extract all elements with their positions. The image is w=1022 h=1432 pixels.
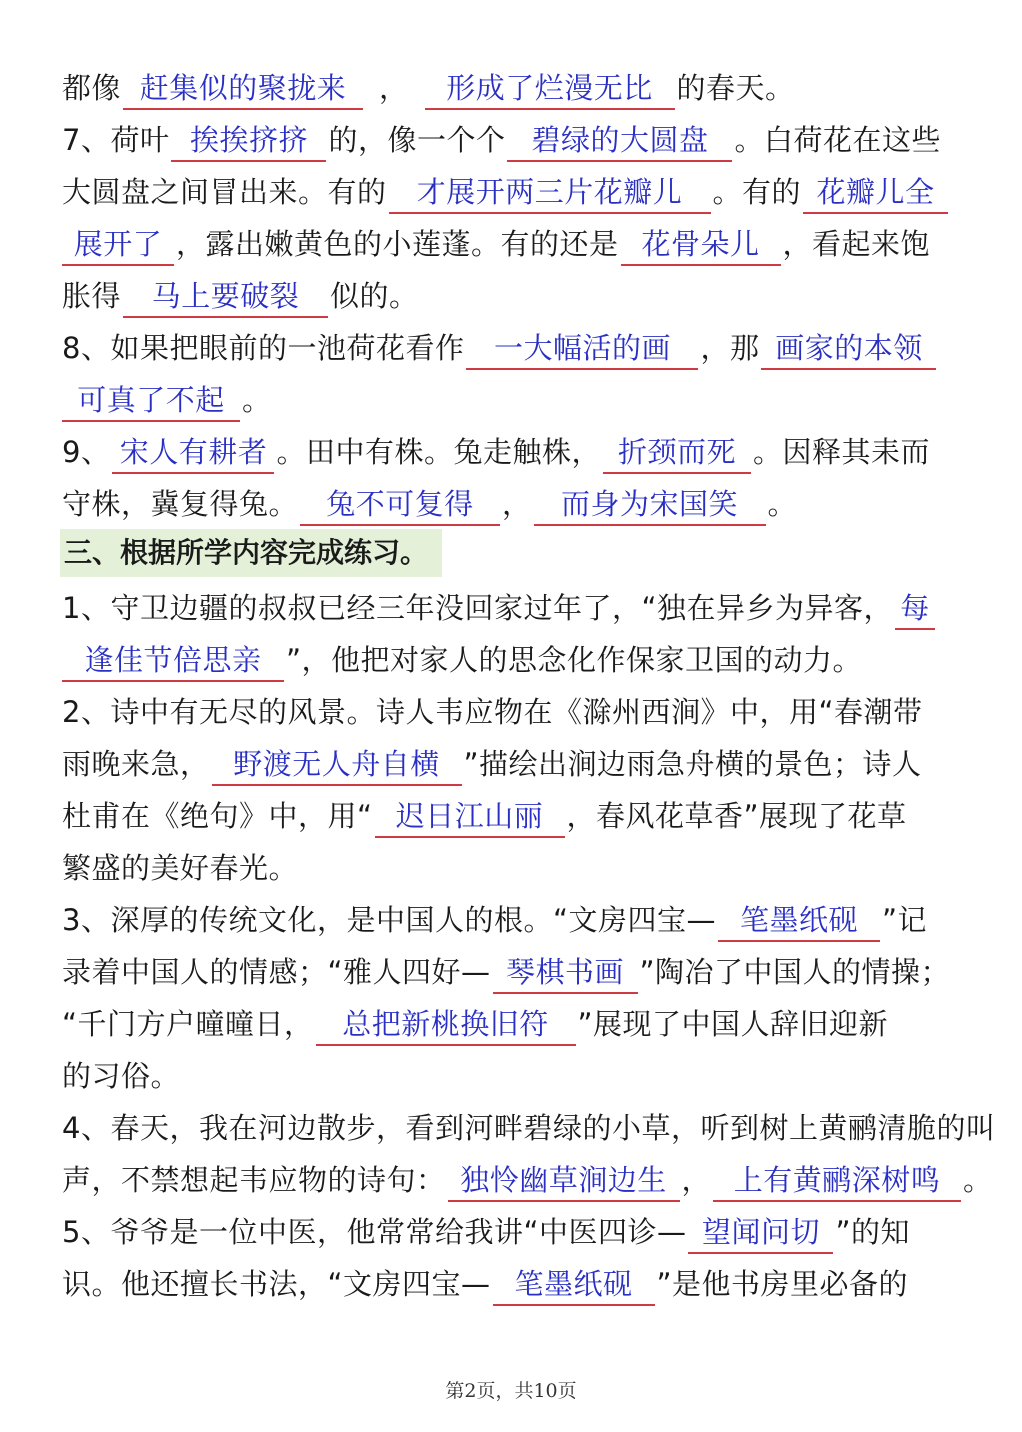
answer-blank: 总把新桃换旧符 xyxy=(316,1004,576,1046)
text: 雨晚来急， xyxy=(62,747,210,781)
text-line xyxy=(62,1206,967,1258)
text: ”，他把对家人的思念化作保家卫国的动力。 xyxy=(286,643,863,677)
text: ”记 xyxy=(881,903,928,937)
text: 声，不禁想起韦应物的诗句： xyxy=(62,1163,446,1197)
text-line xyxy=(62,1050,967,1102)
text: 的春天。 xyxy=(676,71,795,105)
text: 录着中国人的情感；“雅人四好— xyxy=(62,955,491,989)
text-line xyxy=(62,322,967,374)
answer-blank: 上有黄鹂深树鸣 xyxy=(713,1160,961,1202)
text: 都像 xyxy=(62,71,122,105)
page-number: 第2页，共10页 xyxy=(445,1380,577,1402)
text: 的，像一个个 xyxy=(328,123,506,157)
answer-blank: 花瓣儿全 xyxy=(803,172,948,214)
text-line xyxy=(62,218,967,270)
text-line xyxy=(62,374,967,426)
answer-blank: 折颈而死 xyxy=(603,432,751,474)
answer-blank: 迟日江山丽 xyxy=(375,796,565,838)
text-line xyxy=(62,114,967,166)
text: 1、守卫边疆的叔叔已经三年没回家过年了，“独在异乡为异客， xyxy=(62,591,893,625)
answer-blank: 马上要破裂 xyxy=(123,276,328,318)
answer-blank: 而身为宋国笑 xyxy=(534,484,766,526)
text-line xyxy=(62,1102,996,1154)
text: 。因释其耒而 xyxy=(752,435,930,469)
answer-blank: 笔墨纸砚 xyxy=(718,900,880,942)
text: 4、春天，我在河边散步，看到河畔碧绿的小草，听到树上黄鹂清脆的叫 xyxy=(62,1111,996,1145)
text-line xyxy=(62,582,967,634)
text: 大圆盘之间冒出来。有的 xyxy=(62,175,387,209)
text: 杜甫在《绝句》中，用“ xyxy=(62,799,373,833)
answer-blank: 可真了不起 xyxy=(62,380,240,422)
text-line xyxy=(62,1258,967,1310)
text: 。 xyxy=(963,1163,993,1197)
text-line xyxy=(62,790,967,842)
text: 。田中有株。兔走触株， xyxy=(276,435,601,469)
text-line xyxy=(62,478,967,530)
text: 。有的 xyxy=(712,175,802,209)
answer-blank: 独怜幽草涧边生 xyxy=(448,1160,680,1202)
text: ， xyxy=(379,71,409,105)
text: 守株，冀复得兔。 xyxy=(62,487,299,521)
text-line xyxy=(62,842,967,894)
answer-blank: 挨挨挤挤 xyxy=(171,120,326,162)
text-line xyxy=(62,686,967,738)
text-line xyxy=(62,270,967,322)
text-line xyxy=(62,426,967,478)
text: 似的。 xyxy=(330,279,419,313)
answer-blank: 一大幅活的画 xyxy=(466,328,698,370)
text: 5、爷爷是一位中医，他常常给我讲“中医四诊— xyxy=(62,1215,687,1249)
text: ”的知 xyxy=(835,1215,911,1249)
text: 识。他还擅长书法，“文房四宝— xyxy=(62,1267,491,1301)
text: 胀得 xyxy=(62,279,122,313)
text: ”是他书房里必备的 xyxy=(656,1267,909,1301)
text: 9、 xyxy=(62,435,111,469)
text: ”展现了中国人辞旧迎新 xyxy=(577,1007,889,1041)
answer-blank: 才展开两三片花瓣儿 xyxy=(389,172,711,214)
answer-blank: 笔墨纸砚 xyxy=(493,1264,655,1306)
text: 。 xyxy=(767,487,798,521)
answer-blank: 兔不可复得 xyxy=(300,484,500,526)
answer-blank: 展开了 xyxy=(62,224,174,266)
answer-blank: 形成了烂漫无比 xyxy=(425,68,675,110)
text-line xyxy=(62,166,967,218)
answer-blank: 琴棋书画 xyxy=(493,952,638,994)
text: “千门方户曈曈日， xyxy=(62,1007,314,1041)
answer-blank: 每 xyxy=(895,588,935,630)
text: 。白荷花在这些 xyxy=(734,123,941,157)
answer-blank: 望闻问切 xyxy=(688,1212,833,1254)
text: 7、荷叶 xyxy=(62,123,170,157)
text-line xyxy=(62,998,967,1050)
text: ，春风花草香”展现了花草 xyxy=(566,799,907,833)
text: 8、如果把眼前的一池荷花看作 xyxy=(62,331,465,365)
text: ，看起来饱 xyxy=(782,227,931,261)
text: 。 xyxy=(242,383,272,417)
answer-blank: 碧绿的大圆盘 xyxy=(507,120,732,162)
answer-blank: 花骨朵儿 xyxy=(621,224,781,266)
text-line xyxy=(62,946,967,998)
text-line xyxy=(62,634,967,686)
text: ”描绘出涧边雨急舟横的景色；诗人 xyxy=(463,747,922,781)
text: 的习俗。 xyxy=(62,1059,181,1093)
text: 3、深厚的传统文化，是中国人的根。“文房四宝— xyxy=(62,903,716,937)
text: 繁盛的美好春光。 xyxy=(62,851,299,885)
text: ，那 xyxy=(700,331,760,365)
answer-blank: 赶集似的聚拢来 xyxy=(123,68,363,110)
answer-blank: 画家的本领 xyxy=(761,328,936,370)
text-line xyxy=(62,894,967,946)
section-heading: 三、根据所学内容完成练习。 xyxy=(60,529,442,577)
text-line xyxy=(62,738,967,790)
text-line xyxy=(62,1154,993,1206)
answer-blank: 宋人有耕者 xyxy=(112,432,274,474)
text: 2、诗中有无尽的风景。诗人韦应物在《滁州西涧》中，用“春潮带 xyxy=(62,695,923,729)
text-line xyxy=(62,62,967,114)
answer-blank: 逢佳节倍思亲 xyxy=(62,640,284,682)
text: ， xyxy=(681,1163,712,1197)
answer-blank: 野渡无人舟自横 xyxy=(212,744,462,786)
text: ，露出嫩黄色的小莲蓬。有的还是 xyxy=(176,227,619,261)
text: ， xyxy=(502,487,532,521)
text: ”陶冶了中国人的情操； xyxy=(639,955,951,989)
